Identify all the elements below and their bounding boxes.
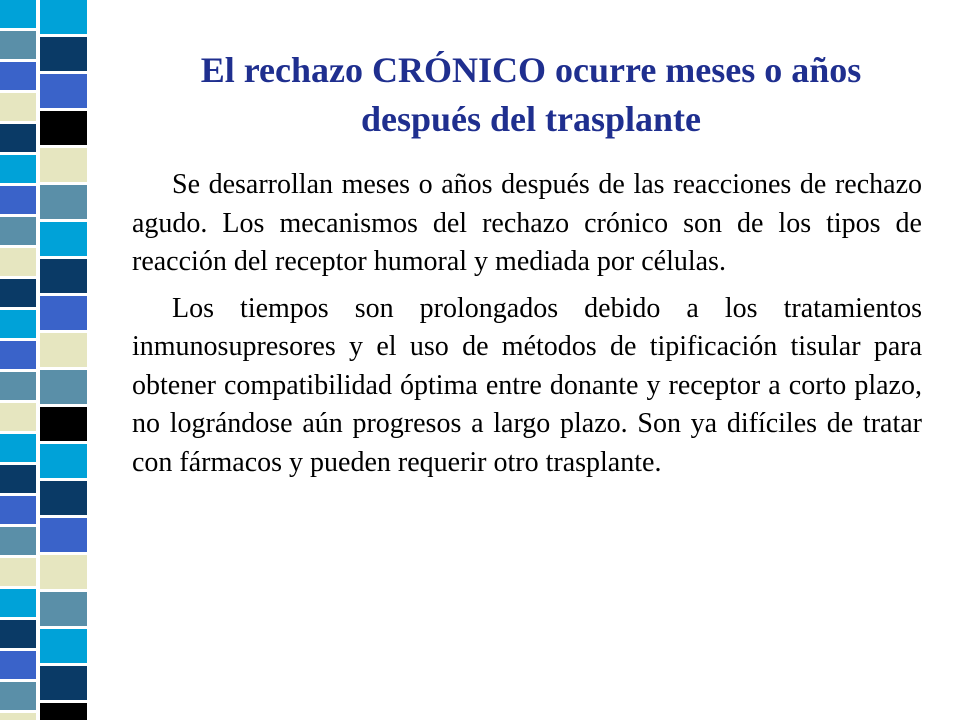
- stripe-block-right-2: [40, 74, 87, 108]
- stripe-block-right-1: [40, 37, 87, 71]
- stripe-block-left-8: [0, 248, 36, 276]
- stripe-block-right-10: [40, 370, 87, 404]
- stripe-block-right-13: [40, 481, 87, 515]
- decorative-stripe-band: [0, 0, 110, 720]
- stripe-block-left-17: [0, 527, 36, 555]
- slide-title: [118, 46, 944, 144]
- slide-body: [132, 166, 922, 490]
- stripe-block-right-0: [40, 0, 87, 34]
- stripe-block-left-13: [0, 403, 36, 431]
- stripe-block-left-3: [0, 93, 36, 121]
- stripe-block-left-1: [0, 31, 36, 59]
- stripe-block-right-8: [40, 296, 87, 330]
- stripe-column-left: [0, 0, 36, 720]
- stripe-block-right-17: [40, 629, 87, 663]
- stripe-block-left-23: [0, 713, 36, 720]
- stripe-block-left-12: [0, 372, 36, 400]
- stripe-block-left-11: [0, 341, 36, 369]
- stripe-block-right-18: [40, 666, 87, 700]
- stripe-block-left-10: [0, 310, 36, 338]
- stripe-block-left-21: [0, 651, 36, 679]
- stripe-block-left-15: [0, 465, 36, 493]
- stripe-block-left-20: [0, 620, 36, 648]
- slide-title-line-2: después del trasplante: [360, 99, 702, 139]
- stripe-block-right-7: [40, 259, 87, 293]
- slide-title-line-1: El rechazo CRÓNICO ocurre meses o años: [200, 50, 862, 90]
- body-paragraph-1: Se desarrollan meses o años después de las reacciones de rechazo agudo. Los mecanismos del rechazo crónico son de los tipos de reacción del receptor humoral y mediada por células.: [132, 169, 922, 277]
- stripe-block-left-16: [0, 496, 36, 524]
- body-paragraph-2: Los tiempos son prolongados debido a los tratamientos inmunosupresores y el uso de métodos de tipificación tisular para obtener compatibilidad óptima entre donante y receptor a corto plazo, no lográndose aún progresos a largo plazo. Son ya difíciles de tratar con fármacos y pueden requerir otro trasplante.: [132, 292, 922, 478]
- stripe-block-left-22: [0, 682, 36, 710]
- stripe-block-left-4: [0, 124, 36, 152]
- stripe-block-left-18: [0, 558, 36, 586]
- stripe-block-right-6: [40, 222, 87, 256]
- stripe-block-left-14: [0, 434, 36, 462]
- stripe-block-right-15: [40, 555, 87, 589]
- stripe-block-left-0: [0, 0, 36, 28]
- stripe-block-left-19: [0, 589, 36, 617]
- stripe-block-right-5: [40, 185, 87, 219]
- stripe-block-right-16: [40, 592, 87, 626]
- stripe-block-left-5: [0, 155, 36, 183]
- stripe-block-right-4: [40, 148, 87, 182]
- stripe-block-right-12: [40, 444, 87, 478]
- stripe-block-left-9: [0, 279, 36, 307]
- stripe-block-right-11: [40, 407, 87, 441]
- stripe-block-left-7: [0, 217, 36, 245]
- stripe-column-right: [40, 0, 87, 720]
- stripe-block-right-14: [40, 518, 87, 552]
- stripe-block-left-2: [0, 62, 36, 90]
- stripe-block-right-9: [40, 333, 87, 367]
- stripe-block-right-19: [40, 703, 87, 720]
- stripe-block-right-3: [40, 111, 87, 145]
- stripe-block-left-6: [0, 186, 36, 214]
